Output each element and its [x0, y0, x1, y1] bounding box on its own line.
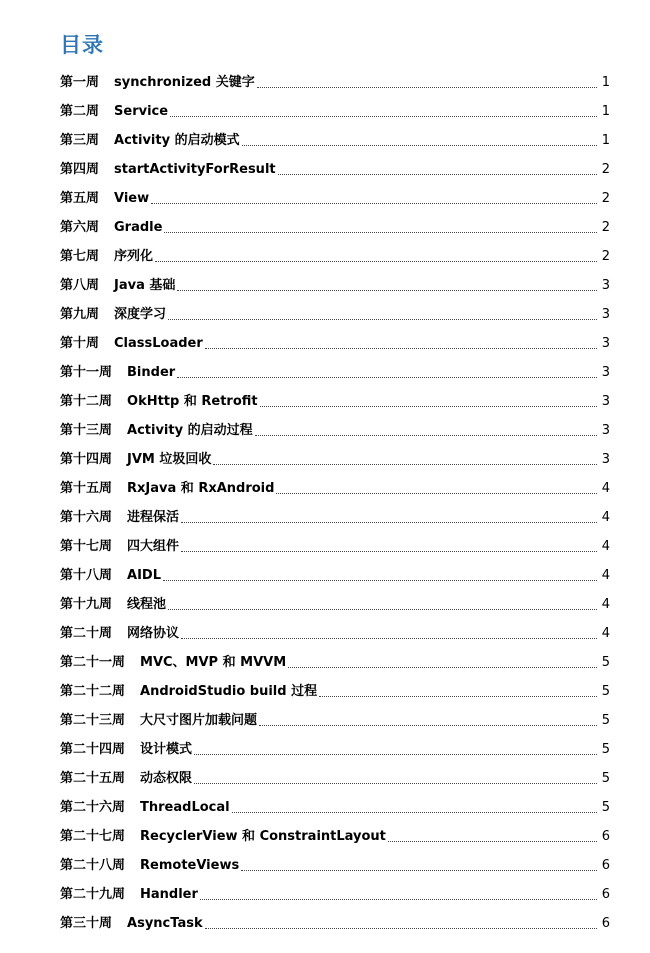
toc-dot-leader — [170, 115, 597, 117]
toc-entry-topic: 四大组件 — [127, 539, 180, 554]
toc-dot-leader — [278, 173, 597, 175]
toc-entry-page-number: 5 — [601, 684, 610, 699]
toc-entry-topic: synchronized 关键字 — [114, 75, 255, 90]
toc-entry-topic: Activity 的启动过程 — [127, 423, 253, 438]
toc-dot-leader — [241, 869, 597, 871]
toc-entry-page-number: 4 — [601, 481, 610, 496]
toc-dot-leader — [288, 666, 597, 668]
toc-entry[interactable] — [60, 294, 610, 323]
toc-entry-week: 第二十三周 — [60, 713, 126, 728]
toc-dot-leader — [151, 202, 597, 204]
toc-title: 目录 — [60, 33, 104, 57]
toc-dot-leader — [168, 318, 597, 320]
toc-entry-page-number: 4 — [601, 568, 610, 583]
toc-entry-page-number: 5 — [601, 655, 610, 670]
toc-entry-topic: startActivityForResult — [114, 162, 276, 177]
toc-entry-page-number: 6 — [601, 887, 610, 902]
toc-entry-topic: View — [114, 191, 150, 206]
toc-entry[interactable] — [60, 178, 610, 207]
toc-entry-page-number: 5 — [601, 713, 610, 728]
toc-dot-leader — [205, 347, 597, 349]
toc-entry-week: 第六周 — [60, 220, 100, 235]
toc-entry-topic: AIDL — [127, 568, 161, 583]
toc-entry-page-number: 6 — [601, 916, 610, 931]
toc-entry[interactable] — [60, 903, 610, 932]
toc-entry[interactable] — [60, 62, 610, 91]
toc-entry-topic: JVM 垃圾回收 — [127, 452, 212, 467]
toc-entry-page-number: 1 — [601, 133, 610, 148]
toc-dot-leader — [260, 405, 597, 407]
toc-entry[interactable] — [60, 613, 610, 642]
toc-entry-page-number: 3 — [601, 307, 610, 322]
toc-entry-topic: OkHttp 和 Retrofit — [127, 394, 258, 409]
toc-entry-week: 第四周 — [60, 162, 100, 177]
toc-entry-week: 第十八周 — [60, 568, 113, 583]
toc-entry-page-number: 1 — [601, 75, 610, 90]
toc-entry-week: 第五周 — [60, 191, 100, 206]
toc-entry-week: 第二十五周 — [60, 771, 126, 786]
toc-entry-page-number: 3 — [601, 278, 610, 293]
toc-entry-topic: 网络协议 — [127, 626, 180, 641]
toc-entry[interactable] — [60, 91, 610, 120]
toc-dot-leader — [181, 550, 597, 552]
toc-entry-week: 第三十周 — [60, 916, 113, 931]
toc-entry-topic: Binder — [127, 365, 176, 380]
toc-entry-week: 第二周 — [60, 104, 100, 119]
toc-entry-week: 第二十四周 — [60, 742, 126, 757]
toc-entry[interactable] — [60, 352, 610, 381]
toc-entry-topic: 设计模式 — [140, 742, 193, 757]
toc-dot-leader — [168, 608, 597, 610]
toc-entry-week: 第二十九周 — [60, 887, 126, 902]
toc-entry-topic: Service — [114, 104, 169, 119]
toc-entry-week: 第十六周 — [60, 510, 113, 525]
toc-entry-page-number: 4 — [601, 626, 610, 641]
toc-entry-page-number: 5 — [601, 742, 610, 757]
toc-entry-page-number: 3 — [601, 423, 610, 438]
toc-entry-week: 第十三周 — [60, 423, 113, 438]
toc-entry-topic: RecyclerView 和 ConstraintLayout — [140, 829, 386, 844]
toc-entry-topic: 线程池 — [127, 597, 167, 612]
toc-entry-topic: 大尺寸图片加载问题 — [140, 713, 258, 728]
toc-entry[interactable] — [60, 671, 610, 700]
toc-entry-page-number: 6 — [601, 858, 610, 873]
toc-entry[interactable] — [60, 729, 610, 758]
toc-entry-week: 第二十周 — [60, 626, 113, 641]
toc-entry-topic: Activity 的启动模式 — [114, 133, 240, 148]
toc-dot-leader — [177, 376, 597, 378]
toc-dot-leader — [205, 927, 597, 929]
toc-entry-week: 第二十一周 — [60, 655, 126, 670]
toc-dot-leader — [164, 231, 597, 233]
toc-entry-week: 第十周 — [60, 336, 100, 351]
toc-entry-page-number: 4 — [601, 597, 610, 612]
toc-entry[interactable] — [60, 468, 610, 497]
toc-entry-page-number: 3 — [601, 365, 610, 380]
toc-dot-leader — [194, 782, 597, 784]
toc-entry[interactable] — [60, 439, 610, 468]
toc-dot-leader — [388, 840, 597, 842]
toc-entry-topic: RemoteViews — [140, 858, 240, 873]
toc-dot-leader — [177, 289, 597, 291]
toc-entry[interactable] — [60, 120, 610, 149]
toc-dot-leader — [255, 434, 597, 436]
toc-entry-topic: AsyncTask — [127, 916, 203, 931]
toc-entry[interactable] — [60, 526, 610, 555]
toc-entry-week: 第十五周 — [60, 481, 113, 496]
toc-dot-leader — [163, 579, 597, 581]
toc-entry[interactable] — [60, 149, 610, 178]
toc-entry[interactable] — [60, 642, 610, 671]
toc-dot-leader — [242, 144, 597, 146]
toc-entry-page-number: 2 — [601, 162, 610, 177]
toc-entry-week: 第二十二周 — [60, 684, 126, 699]
toc-entry-week: 第十一周 — [60, 365, 113, 380]
toc-entry-page-number: 2 — [601, 220, 610, 235]
toc-entry-topic: AndroidStudio build 过程 — [140, 684, 318, 699]
toc-entry-page-number: 6 — [601, 829, 610, 844]
toc-entry-week: 第十七周 — [60, 539, 113, 554]
toc-entry-week: 第十四周 — [60, 452, 113, 467]
toc-entry[interactable] — [60, 758, 610, 787]
toc-entry-topic: 深度学习 — [114, 307, 167, 322]
toc-entry-page-number: 2 — [601, 191, 610, 206]
toc-entry-week: 第二十七周 — [60, 829, 126, 844]
toc-entry-topic: ThreadLocal — [140, 800, 230, 815]
toc-entry[interactable] — [60, 584, 610, 613]
toc-entry-week: 第十九周 — [60, 597, 113, 612]
toc-entry-page-number: 3 — [601, 452, 610, 467]
toc-entry-page-number: 1 — [601, 104, 610, 119]
toc-entry-week: 第一周 — [60, 75, 100, 90]
toc-dot-leader — [181, 521, 597, 523]
toc-dot-leader — [276, 492, 597, 494]
toc-entry[interactable] — [60, 555, 610, 584]
toc-entry-week: 第十二周 — [60, 394, 113, 409]
toc-entry-week: 第二十八周 — [60, 858, 126, 873]
toc-entry[interactable] — [60, 207, 610, 236]
toc-entry[interactable] — [60, 845, 610, 874]
toc-dot-leader — [259, 724, 597, 726]
toc-dot-leader — [155, 260, 597, 262]
toc-entry-page-number: 5 — [601, 771, 610, 786]
toc-entry-page-number: 3 — [601, 336, 610, 351]
toc-dot-leader — [319, 695, 597, 697]
toc-dot-leader — [181, 637, 597, 639]
toc-dot-leader — [194, 753, 597, 755]
toc-entry-topic: ClassLoader — [114, 336, 203, 351]
toc-list — [60, 62, 610, 932]
toc-entry-topic: Handler — [140, 887, 198, 902]
toc-entry-topic: 序列化 — [114, 249, 154, 264]
toc-dot-leader — [257, 86, 597, 88]
toc-entry[interactable] — [60, 265, 610, 294]
toc-dot-leader — [213, 463, 597, 465]
toc-entry[interactable] — [60, 700, 610, 729]
toc-entry-topic: 动态权限 — [140, 771, 193, 786]
toc-entry-week: 第七周 — [60, 249, 100, 264]
toc-entry-topic: Java 基础 — [114, 278, 176, 293]
toc-dot-leader — [232, 811, 597, 813]
toc-entry-week: 第三周 — [60, 133, 100, 148]
toc-entry-topic: MVC、MVP 和 MVVM — [140, 655, 287, 670]
toc-entry-week: 第二十六周 — [60, 800, 126, 815]
toc-entry-topic: 进程保活 — [127, 510, 180, 525]
toc-entry-page-number: 3 — [601, 394, 610, 409]
toc-entry-page-number: 4 — [601, 539, 610, 554]
toc-dot-leader — [200, 898, 597, 900]
toc-entry[interactable] — [60, 816, 610, 845]
toc-entry-page-number: 2 — [601, 249, 610, 264]
toc-entry[interactable] — [60, 381, 610, 410]
toc-entry[interactable] — [60, 497, 610, 526]
toc-entry[interactable] — [60, 787, 610, 816]
toc-entry-page-number: 5 — [601, 800, 610, 815]
toc-entry-topic: RxJava 和 RxAndroid — [127, 481, 275, 496]
toc-entry[interactable] — [60, 236, 610, 265]
toc-entry-topic: Gradle — [114, 220, 163, 235]
toc-entry-week: 第八周 — [60, 278, 100, 293]
toc-entry-week: 第九周 — [60, 307, 100, 322]
toc-entry-page-number: 4 — [601, 510, 610, 525]
toc-entry[interactable] — [60, 323, 610, 352]
toc-entry[interactable] — [60, 874, 610, 903]
toc-entry[interactable] — [60, 410, 610, 439]
